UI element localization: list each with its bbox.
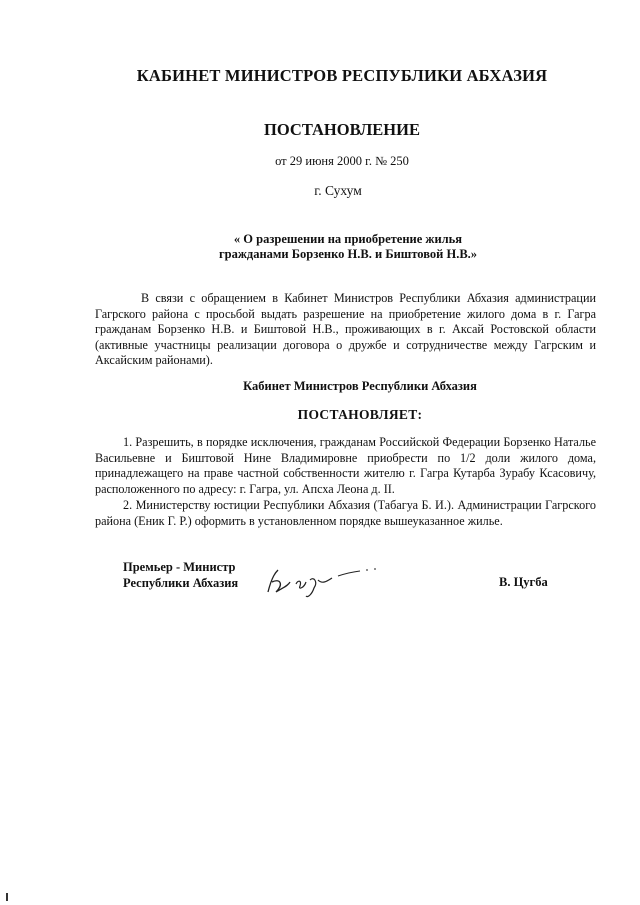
scan-edge-mark — [6, 893, 8, 901]
document-type-title: ПОСТАНОВЛЕНИЕ — [264, 120, 420, 139]
date-and-number: от 29 июня 2000 г. № 250 — [275, 154, 409, 168]
subject-line-1: « О разрешении на приобретение жилья — [233, 232, 463, 246]
signatory-role — [123, 560, 238, 591]
decree-item-1-text: 1. Разрешить, в порядке исключения, гражданам Российской Федерации Борзенко Наталье Васильевне и Биштовой Нине Владимировне приобрести по 1/2 доли жилого дома, принадлежащего на праве частной собственности жителю г. Гагра Кутарба Зурабу Ксасовичу, расположенного по адресу: г. Гагра, ул. Апсха Леона д. II. — [95, 435, 596, 496]
decree-item-2 — [95, 498, 596, 529]
subject-heading — [28, 232, 640, 262]
signatory-name: В. Цугба — [499, 575, 548, 589]
decree-word: ПОСТАНОВЛЯЕТ: — [297, 407, 423, 422]
subject-line-2: гражданами Борзенко Н.В. и Биштовой Н.В.» — [218, 247, 478, 261]
organization-title: КАБИНЕТ МИНИСТРОВ РЕСПУБЛИКИ АБХАЗИЯ — [136, 66, 548, 85]
issuing-authority: Кабинет Министров Республики Абхазия — [243, 379, 477, 393]
signatory-role-line-1: Премьер - Министр — [123, 560, 236, 574]
intro-text: В связи с обращением в Кабинет Министров Республики Абхазия администрации Гагрского района с просьбой выдать разрешение на приобретение жилого дома в г. Гагра гражданам Борзенко Н.В. и Биштовой Н.В., проживающих в г. Аксай Ростовской области (активные участницы реализации договора о дружбе и сотрудничестве между Гагрским и Аксайским районами). — [95, 291, 596, 367]
handwritten-signature — [262, 562, 392, 602]
place-of-issue: г. Сухум — [314, 183, 362, 198]
intro-paragraph — [95, 291, 596, 369]
decree-item-2-text: 2. Министерству юстиции Республики Абхазия (Табагуа Б. И.). Администрации Гагрского района (Еник Г. Р.) оформить в установленном порядке вышеуказанное жилье. — [95, 498, 596, 528]
signatory-role-line-2: Республики Абхазия — [123, 575, 239, 590]
decree-item-1 — [95, 435, 596, 497]
